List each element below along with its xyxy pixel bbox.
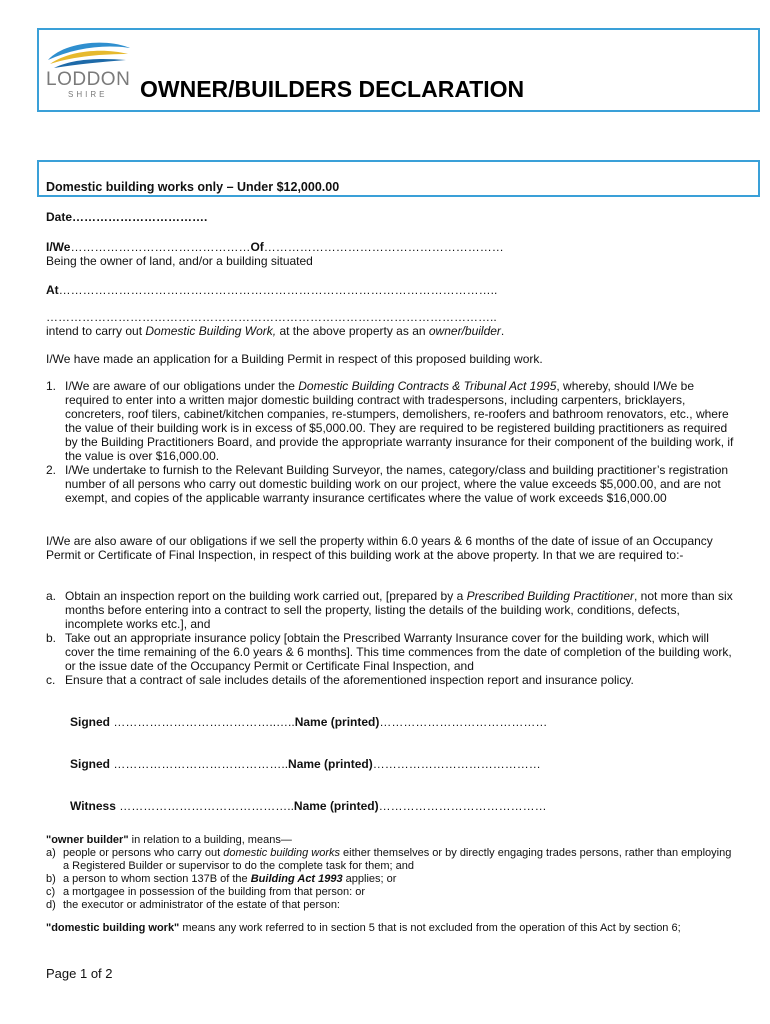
item-number: 2. bbox=[46, 463, 57, 477]
list-item bbox=[46, 673, 736, 687]
list-item bbox=[46, 463, 736, 505]
signature-field[interactable]: …………………………………..….. bbox=[113, 715, 295, 729]
item-text: a mortgagee in possession of the building from that person: or bbox=[63, 886, 366, 898]
list-item bbox=[46, 899, 736, 912]
name-printed-label: Name (printed) bbox=[293, 799, 379, 813]
definition-text: in relation to a building, means— bbox=[128, 834, 292, 846]
item-text-part: a person to whom section 137B of the bbox=[63, 873, 251, 885]
list-item bbox=[46, 631, 736, 673]
at-label: At bbox=[46, 283, 59, 297]
item-text: Ensure that a contract of sale includes details of the aforementioned inspection report and insurance policy. bbox=[65, 673, 634, 687]
witness-field[interactable]: …………………………………….. bbox=[119, 799, 294, 813]
name-printed-field[interactable]: …………………………………… bbox=[379, 715, 548, 729]
list-item bbox=[46, 379, 736, 463]
list-item bbox=[46, 886, 736, 899]
list-item bbox=[46, 589, 736, 631]
intend-emphasis-2: owner/builder bbox=[428, 324, 501, 338]
item-text bbox=[63, 847, 736, 873]
signature-field[interactable]: …………………………………….. bbox=[113, 757, 289, 771]
definition-heading bbox=[46, 834, 736, 847]
numbered-obligations bbox=[46, 379, 736, 505]
item-letter: b) bbox=[46, 873, 56, 885]
item-text bbox=[65, 589, 736, 631]
domestic-building-work-definition bbox=[46, 922, 736, 935]
definition-term: "owner builder" bbox=[46, 834, 129, 846]
at-line bbox=[46, 283, 497, 297]
item-text bbox=[63, 873, 736, 886]
list-item bbox=[46, 847, 736, 873]
intend-text: intend to carry out bbox=[46, 324, 146, 338]
iwe-field[interactable]: ……………………………………… bbox=[70, 240, 251, 254]
item-text: I/We undertake to furnish to the Relevant Building Surveyor, the names, category/class and building practitioner’s registration number of all persons who carry out domestic building work on our project, where the value exceeds $5,000.00, and are not exempt, and copies of the applicable warranty insurance certificates where the value of work exceeds $16,000.00 bbox=[65, 463, 729, 505]
of-label: Of bbox=[250, 240, 264, 254]
owner-builder-definition bbox=[46, 834, 736, 912]
name-printed-field[interactable]: …………………………………… bbox=[372, 757, 541, 771]
date-field[interactable]: Date……………………………. bbox=[46, 210, 208, 224]
item-text-part: Obtain an inspection report on the building work carried out, [prepared by a bbox=[65, 589, 467, 603]
of-field[interactable]: …………………………………………………… bbox=[263, 240, 504, 254]
aware-paragraph: I/We are also aware of our obligations if we sell the property within 6.0 years & 6 months of the date of issue of an Occupancy Permit or Certificate of Final Inspection, in respect of this building work at the above property. In that we are required to:- bbox=[46, 534, 713, 562]
act-name: Domestic Building Contracts & Tribunal Act 1995 bbox=[298, 379, 557, 393]
item-letter: d) bbox=[46, 899, 56, 911]
item-text-part: , not more than six months before entering into a contract to sell the property, listing the details of the building work, conditions, defects, incomplete works etc.], and bbox=[65, 589, 733, 631]
application-line: I/We have made an application for a Building Permit in respect of this proposed building work. bbox=[46, 352, 543, 366]
owner-line: Being the owner of land, and/or a building situated bbox=[46, 254, 313, 268]
logo-word: LODDON bbox=[46, 69, 131, 90]
item-text-part: people or persons who carry out bbox=[63, 847, 224, 859]
item-text-part: applies; or bbox=[342, 873, 397, 885]
address-continuation-field[interactable]: ………………………………………………………………………………………………….. bbox=[46, 310, 497, 324]
lettered-requirements bbox=[46, 589, 736, 687]
list-item bbox=[46, 873, 736, 886]
signature-row-2 bbox=[70, 757, 541, 771]
definition-text: means any work referred to in section 5 that is not excluded from the operation of this Act by section 6; bbox=[179, 922, 681, 934]
intend-text-2: at the above property as an bbox=[276, 324, 429, 338]
item-text-part: I/We are aware of our obligations under the bbox=[65, 379, 299, 393]
item-letter: a. bbox=[46, 589, 57, 603]
item-letter: c) bbox=[46, 886, 56, 898]
item-letter: c. bbox=[46, 673, 56, 687]
act-name: Building Act 1993 bbox=[250, 873, 343, 885]
item-letter: b. bbox=[46, 631, 57, 645]
item-emphasis: Prescribed Building Practitioner bbox=[466, 589, 634, 603]
item-letter: a) bbox=[46, 847, 56, 859]
subtitle: Domestic building works only – Under $12,000.00 bbox=[46, 180, 340, 194]
item-text-part: either themselves or by directly engaging trades persons, rather than employing a Registered Builder or supervisor to do the complete task for them; and bbox=[63, 847, 732, 872]
iwe-of-line bbox=[46, 240, 504, 254]
name-printed-label: Name (printed) bbox=[288, 757, 373, 771]
item-text: the executor or administrator of the estate of that person: bbox=[63, 899, 340, 911]
item-emphasis: domestic building works bbox=[223, 847, 340, 859]
at-field[interactable]: ……………………………………………………………………………………………….. bbox=[58, 283, 498, 297]
signed-label: Signed bbox=[70, 715, 111, 729]
item-number: 1. bbox=[46, 379, 57, 393]
intend-line bbox=[46, 324, 504, 338]
iwe-label: I/We bbox=[46, 240, 71, 254]
item-text: Take out an appropriate insurance policy [obtain the Prescribed Warranty Insurance cover for the building work, which will cover the time remaining of the 6.0 years & 6 months]. This time commences from the date of completion of the building work, or the issue date of the Occupancy Permit or Certificate Final Inspection, and bbox=[65, 631, 732, 673]
page-number: Page 1 of 2 bbox=[46, 966, 113, 981]
witness-label: Witness bbox=[70, 799, 116, 813]
logo-subtext: SHIRE bbox=[68, 90, 108, 99]
intend-emphasis: Domestic Building Work, bbox=[145, 324, 277, 338]
name-printed-label: Name (printed) bbox=[294, 715, 380, 729]
name-printed-field[interactable]: …………………………………… bbox=[378, 799, 547, 813]
document-title: OWNER/BUILDERS DECLARATION bbox=[140, 76, 525, 102]
item-text bbox=[65, 379, 736, 463]
loddon-shire-logo bbox=[44, 38, 134, 106]
logo-swoosh-icon bbox=[44, 38, 134, 72]
item-text-part: , whereby, should I/We be required to enter into a written major domestic building contract with tradespersons, including carpenters, bricklayers, concreters, roof tilers, cabinet/kitchen companies, re-stumpers, demolishers, re-roofers and bathroom renovators, etc., where the value of their building work is in excess of $5,000.00. They are required to be registered building practitioners as required by the Building Practitioners Board, and provide the appropriate warranty insurance for their component of the building work, if the value is over $16,000.00. bbox=[65, 379, 734, 463]
intend-text-3: . bbox=[500, 324, 505, 338]
witness-row bbox=[70, 799, 547, 813]
definition-term: "domestic building work" bbox=[46, 922, 180, 934]
signed-label: Signed bbox=[70, 757, 111, 771]
signature-row-1 bbox=[70, 715, 547, 729]
